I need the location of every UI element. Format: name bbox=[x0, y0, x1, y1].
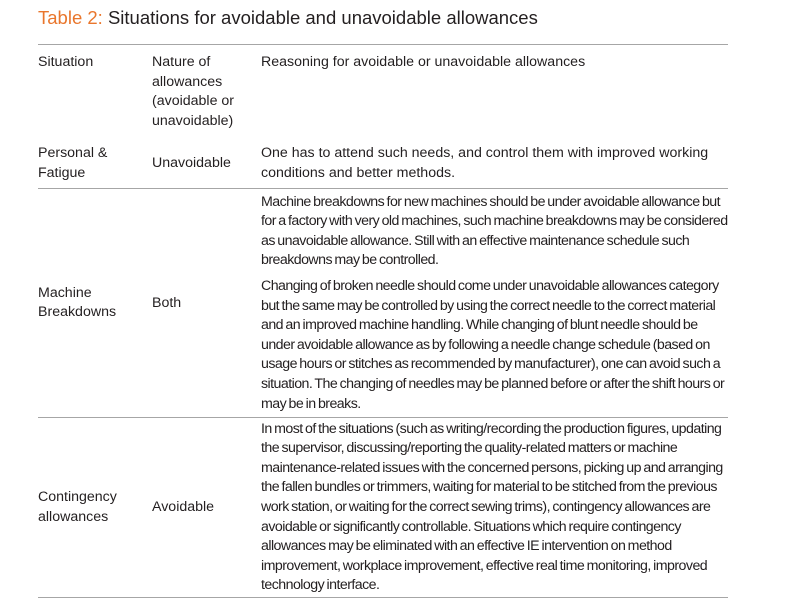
header-situation: Situation bbox=[38, 54, 94, 70]
cell-reasoning bbox=[261, 139, 728, 189]
allowances-table bbox=[38, 45, 728, 598]
cell-nature: Unavoidable bbox=[152, 139, 261, 189]
table-figure bbox=[38, 6, 728, 598]
cell-nature: Avoidable bbox=[152, 418, 261, 598]
reasoning-paragraph: In most of the situations (such as writing/recording the production figures, updating the supervisor, discussing/reporting the quality-related matters or machine maintenance-related issues with the concerned persons, picking up and arranging the fallen bundles or trimmers, waiting for material to be stitched from the previous work station, or waiting for the correct sewing trims), contingency allowances are avoidable or significantly controllable. Situations which require contingency allowances may be eliminated with an effective IE intervention on method improvement, workplace improvement, effective real time monitoring, improved technology interface. bbox=[261, 420, 723, 594]
table-row bbox=[38, 139, 728, 189]
reasoning-paragraph: Machine breakdowns for new machines should be under avoidable allowance but for a factory with very old machines, such machine breakdowns may be considered as unavoidable allowance. Still with an effective maintenance schedule such breakdowns may be controlled. bbox=[261, 193, 728, 269]
cell-situation: Contingency allowances bbox=[38, 418, 152, 598]
header-nature: Nature of allowances (avoidable or unavoidable) bbox=[152, 54, 235, 129]
cell-situation: Personal & Fatigue bbox=[38, 139, 152, 189]
header-reasoning: Reasoning for avoidable or unavoidable allowances bbox=[261, 54, 586, 70]
table-caption-label: Table 2: bbox=[38, 7, 103, 28]
cell-reasoning bbox=[261, 189, 728, 418]
table-caption bbox=[38, 6, 728, 32]
cell-nature: Both bbox=[152, 189, 261, 418]
table-row bbox=[38, 189, 728, 418]
reasoning-paragraph: One has to attend such needs, and control them with improved working conditions and better methods. bbox=[261, 145, 709, 181]
cell-reasoning bbox=[261, 418, 728, 598]
table-caption-title: Situations for avoidable and unavoidable allowances bbox=[107, 7, 538, 28]
cell-situation: Machine Breakdowns bbox=[38, 189, 152, 418]
reasoning-paragraph: Changing of broken needle should come under unavoidable allowances category but the same may be controlled by using the correct needle to the correct material and an improved machine handling. While changing of blunt needle should be under avoidable allowance as by following a needle change schedule (based on usage hours or stitches as recommended by manufacturer), one can avoid such a situation. The changing of needles may be planned before or after the shift hours or may be in breaks. bbox=[261, 277, 725, 412]
table-row bbox=[38, 418, 728, 598]
table-header-row bbox=[38, 45, 728, 139]
